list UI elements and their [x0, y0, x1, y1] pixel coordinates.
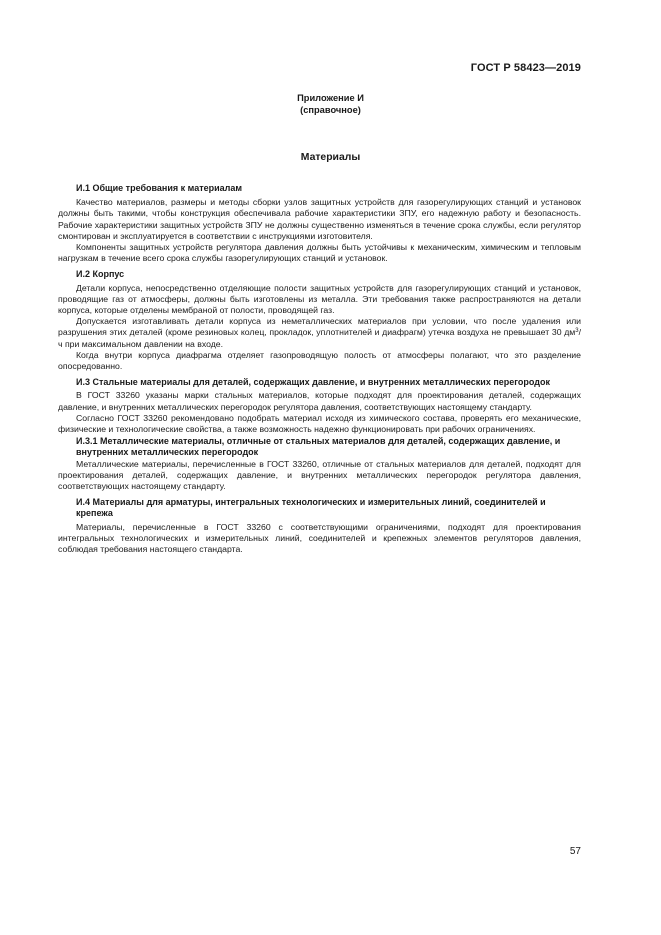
section-2-paragraph-2-text-a: Допускается изготавливать детали корпуса из неметаллических материалов при условии, что после удаления или разрушения этих деталей (кроме резиновых колец, прокладок, уплотнителей и диафрагм) утечка воздуха не превышает 30 дм [58, 316, 581, 338]
cubic-superscript: 3 [575, 328, 579, 335]
section-2-paragraph-1: Детали корпуса, непосредственно отделяющие полости защитных устройств для газорегулирующих станций и установок, проводящие газ от атмосферы, должны быть изготовлены из металла. Эти требования также распространяются на детали корпуса, которые отделены мембраной от полости, проводящей газ. [58, 282, 581, 316]
section-heading-3: И.3 Стальные материалы для деталей, содержащих давление, и внутренних металлических перегородок [76, 377, 551, 388]
section-heading-3-1: И.3.1 Металлические материалы, отличные от стальных материалов для деталей, содержащих давление, и внутренних металлических перегородок [76, 436, 561, 458]
section-1-paragraph-1: Качество материалов, размеры и методы сборки узлов защитных устройств для газорегулирующих станций и установок должны быть такими, чтобы конструкция обеспечивала рабочие характеристики ЗПУ, его надежную работу и безопасность. Рабочие характеристики защитных устройств ЗПУ не должны существенно изменяться в течение срока службы, если регулятор смонтирован и эксплуатируется в соответствии с инструкциями изготовителя. [58, 197, 581, 241]
appendix-label: Приложение И [297, 93, 364, 103]
page-number: 57 [569, 846, 581, 857]
page-title: Материалы [300, 152, 361, 163]
appendix-type: (справочное) [300, 105, 361, 115]
section-heading-4: И.4 Материалы для арматуры, интегральных технологических и измерительных линий, соединителей и крепежа [76, 497, 546, 519]
section-3-paragraph-2: Согласно ГОСТ 33260 рекомендовано подобрать материал исходя из химического состава, проверять его механические, физические и технологические свойства, а также возможность надежно функционировать при рабочих ограничениях. [58, 412, 581, 435]
section-2-paragraph-3: Когда внутри корпуса диафрагма отделяет газопроводящую полость от атмосферы полагают, что это разделение опосредованно. [58, 349, 581, 372]
section-2-paragraph-2-text-b: /ч при максимальном давлении на входе. [58, 327, 581, 349]
section-heading-1: И.1 Общие требования к материалам [76, 183, 243, 193]
section-3-1-paragraph-1: Металлические материалы, перечисленные в ГОСТ 33260, отличные от стальных материалов для деталей, подходят для проектирования деталей, содержащих давление, и внутренних металлических перегородок регулятора давления, соответствующих настоящему стандарту. [58, 458, 581, 492]
document-body [58, 183, 581, 555]
appendix-heading [0, 92, 661, 116]
document-code: ГОСТ Р 58423—2019 [470, 62, 581, 74]
section-heading-2: И.2 Корпус [76, 269, 125, 280]
section-4-paragraph-1: Материалы, перечисленные в ГОСТ 33260 с соответствующими ограничениями, подходят для проектирования интегральных технологических и измерительных линий, соединителей и крепежных элементов регуляторов давления, соблюдая требования настоящего стандарта. [58, 521, 581, 555]
section-2-paragraph-2 [58, 316, 581, 350]
section-3-paragraph-1: В ГОСТ 33260 указаны марки стальных материалов, которые подходят для проектирования деталей, содержащих давление, и внутренних металлических перегородок регулятора давления, соответствующих настоящему стандарту. [58, 390, 581, 412]
section-1-paragraph-2: Компоненты защитных устройств регулятора давления должны быть устойчивы к механическим, химическим и тепловым нагрузкам в течение всего срока службы газорегулирующих станций и установок. [58, 242, 581, 264]
